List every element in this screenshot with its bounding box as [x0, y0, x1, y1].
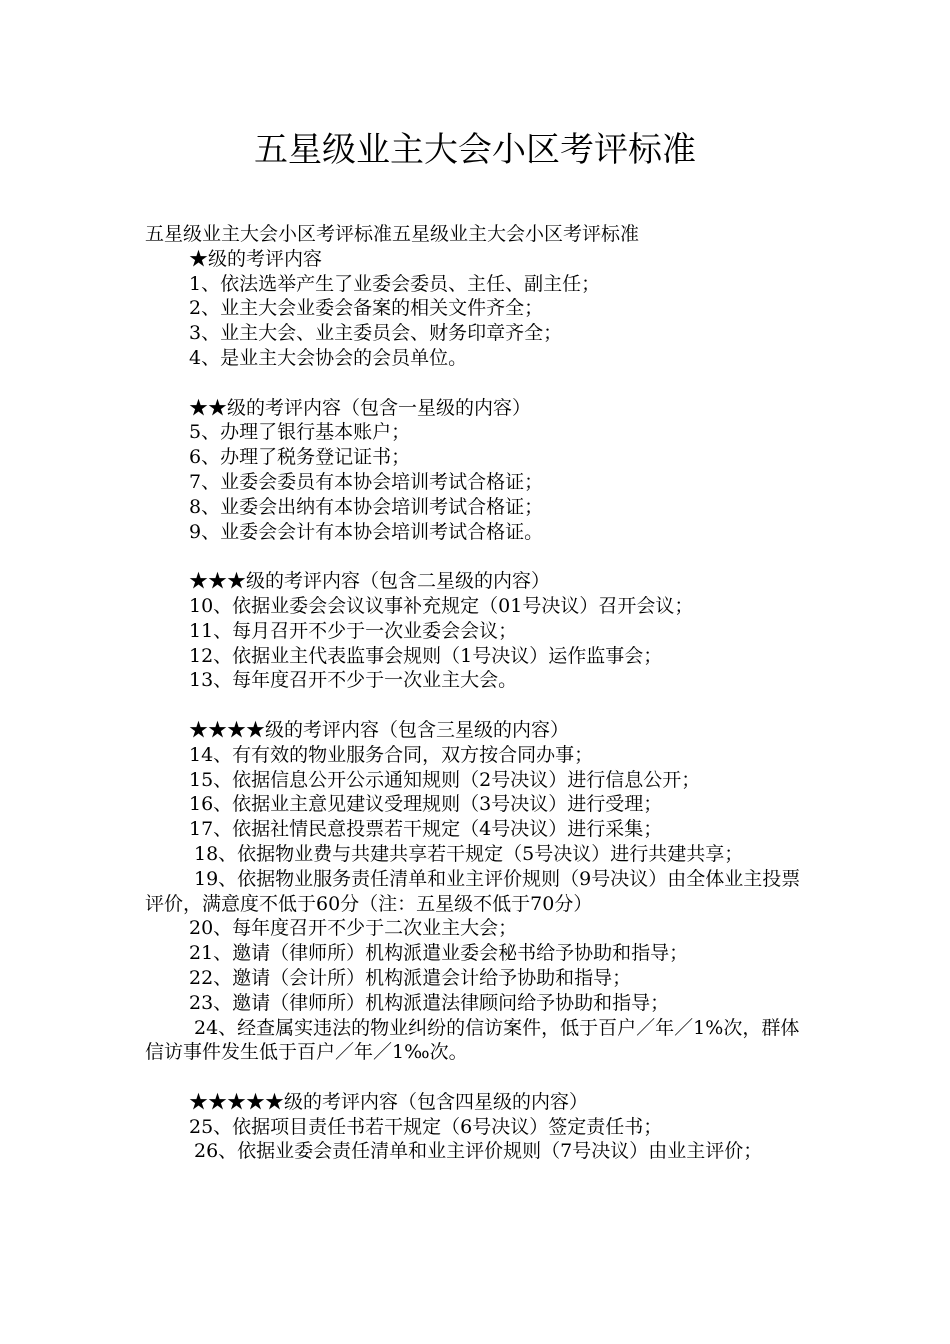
intro-line: 五星级业主大会小区考评标准五星级业主大会小区考评标准	[145, 223, 640, 245]
list-item: 7、业委会委员有本协会培训考试合格证；	[189, 470, 544, 493]
list-item: 22、邀请（会计所）机构派遣会计给予协助和指导；	[189, 966, 632, 989]
list-item: 17、依据社情民意投票若干规定（4号决议）进行采集；	[189, 818, 663, 841]
blank-line	[145, 1065, 810, 1090]
list-item: 8、业委会出纳有本协会培训考试合格证；	[189, 495, 544, 518]
list-item: 23、邀请（律师所）机构派遣法律顾问给予协助和指导；	[189, 991, 670, 1014]
list-item: 12、依据业主代表监事会规则（1号决议）运作监事会；	[189, 644, 663, 667]
document-body	[145, 222, 810, 1164]
section-heading-4star: ★★★★级的考评内容（包含三星级的内容）	[189, 718, 570, 741]
list-item: 9、业委会会计有本协会培训考试合格证。	[189, 520, 544, 543]
list-item: 14、有有效的物业服务合同，双方按合同办事；	[189, 743, 594, 766]
blank-line	[145, 693, 810, 718]
list-item: 21、邀请（律师所）机构派遣业委会秘书给予协助和指导；	[189, 942, 689, 965]
list-item: 4、是业主大会协会的会员单位。	[189, 346, 468, 369]
section-heading-5star: ★★★★★级的考评内容（包含四星级的内容）	[189, 1090, 589, 1113]
list-item: 11、每月召开不少于一次业委会会议；	[189, 619, 518, 642]
section-heading-1star: ★级的考评内容	[189, 247, 323, 270]
list-item: 25、依据项目责任书若干规定（6号决议）签定责任书；	[189, 1115, 663, 1138]
list-item: 10、依据业委会会议议事补充规定（01号决议）召开会议；	[189, 594, 694, 617]
list-item-wrapped: 26、依据业委会责任清单和业主评价规则（7号决议）由业主评价；	[194, 1140, 763, 1163]
section-heading-3star: ★★★级的考评内容（包含二星级的内容）	[189, 570, 551, 593]
list-item-wrapped: 19、依据物业服务责任清单和业主评价规则（9号决议）由全体业主投票评价，满意度不低于60分（注：五星级不低于70分）	[145, 867, 801, 915]
list-item-wrapped: 18、依据物业费与共建共享若干规定（5号决议）进行共建共享；	[194, 842, 744, 865]
list-item: 1、依法选举产生了业委会委员、主任、副主任；	[189, 272, 601, 295]
list-item: 15、依据信息公开公示通知规则（2号决议）进行信息公开；	[189, 768, 701, 791]
list-item: 3、业主大会、业主委员会、财务印章齐全；	[189, 322, 563, 345]
blank-line	[145, 544, 810, 569]
list-item: 13、每年度召开不少于一次业主大会。	[189, 669, 518, 692]
list-item: 16、依据业主意见建议受理规则（3号决议）进行受理；	[189, 793, 663, 816]
list-item: 20、每年度召开不少于二次业主大会；	[189, 917, 518, 940]
blank-line	[145, 371, 810, 396]
document-title: 五星级业主大会小区考评标准	[254, 130, 696, 170]
list-item: 6、办理了税务登记证书；	[189, 446, 411, 469]
list-item: 5、办理了银行基本账户；	[189, 421, 411, 444]
list-item-wrapped: 24、经查属实违法的物业纠纷的信访案件，低于百户／年／1%次，群体信访事件发生低于百户／年／1‰次。	[145, 1016, 800, 1064]
section-heading-2star: ★★级的考评内容（包含一星级的内容）	[189, 396, 532, 419]
list-item: 2、业主大会业委会备案的相关文件齐全；	[189, 297, 544, 320]
